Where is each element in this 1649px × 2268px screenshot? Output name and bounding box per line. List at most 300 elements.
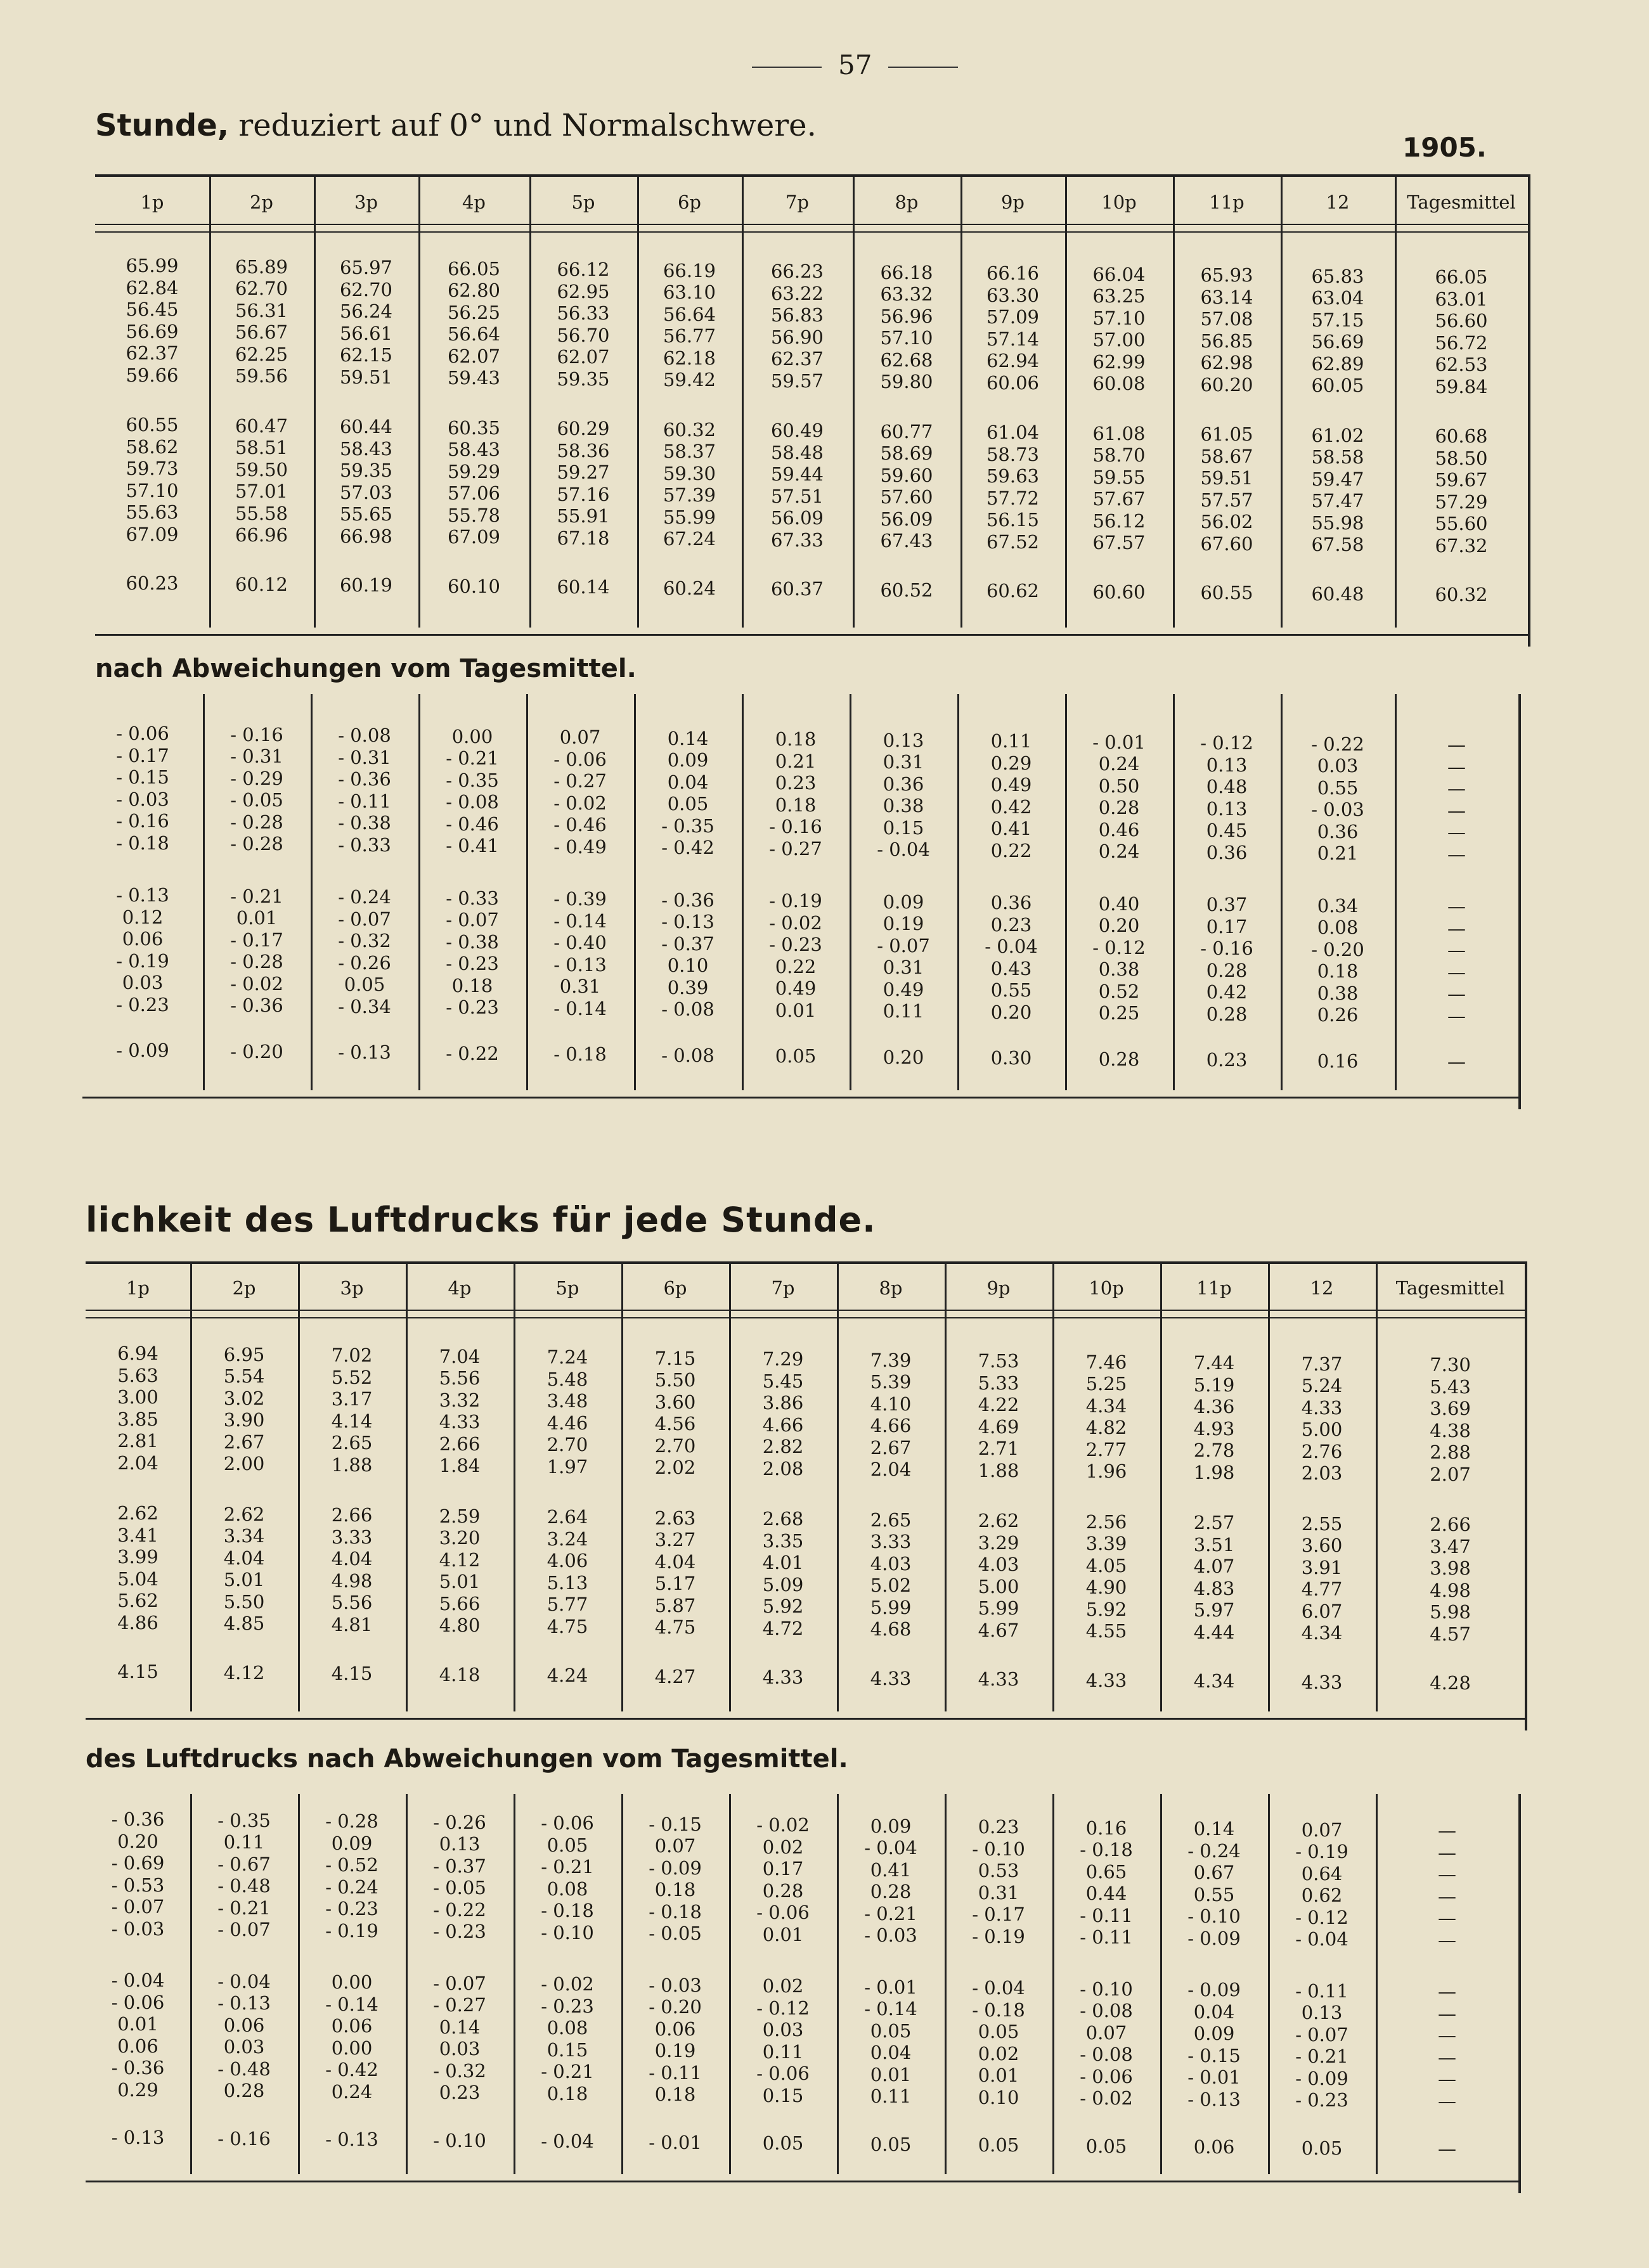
table-cell: 6.94 [117,1343,158,1364]
table-cell: - 0.13 [116,884,169,906]
table-cell: - 0.05 [649,1923,702,1944]
table-cell: — [1447,961,1466,983]
table-cell: 57.14 [986,328,1040,350]
table-cell: - 0.20 [1311,938,1364,960]
table-cell: 56.83 [770,304,824,326]
table-cell: - 0.21 [217,1897,271,1919]
table-cell: - 0.08 [446,791,499,813]
table-cell: 5.63 [117,1364,158,1386]
header-rule [86,1310,1525,1311]
column-header: 12 [1310,1277,1334,1299]
table-cell: 5.50 [223,1590,265,1613]
mean-cell: — [1447,1051,1466,1073]
table-cell: 0.11 [870,2085,912,2107]
table-cell: 58.58 [1311,446,1364,468]
table-cell: 55.99 [663,506,716,528]
table-cell: - 0.36 [338,768,391,790]
table-cell: 0.07 [559,726,601,748]
table-cell: — [1438,1981,1456,2002]
mean-cell: 60.37 [770,578,824,600]
table-cell: 3.02 [223,1387,265,1409]
table-cell: 0.52 [1098,980,1140,1002]
table-cell: 0.01 [978,2065,1019,2086]
table-cell: 4.82 [1085,1417,1127,1438]
table-cell: 67.57 [1092,532,1146,553]
table-cell: - 0.48 [217,1875,271,1897]
table-cell: 0.46 [1098,818,1140,841]
table-cell: 4.75 [546,1615,588,1637]
table-cell: 5.00 [1301,1419,1343,1440]
table-top-rule [86,1261,1525,1264]
table-cell: 4.86 [117,1611,158,1633]
table-cell: 5.98 [1430,1601,1471,1623]
table-cell: 59.80 [880,371,933,392]
column-header: 11p [1196,1277,1232,1299]
mean-cell: 0.28 [1098,1048,1140,1070]
table-cell: 61.02 [1311,424,1364,446]
table-cell: - 0.15 [649,1813,702,1835]
table-cell: 56.09 [880,508,933,530]
table-cell: - 0.11 [1080,1926,1133,1948]
table-cell: — [1438,2002,1456,2025]
table-cell: 58.37 [663,441,716,462]
table-cell: 59.84 [1435,375,1488,397]
table-cell: - 0.33 [338,834,391,856]
table-cell: 2.07 [1430,1463,1471,1485]
table-cell: — [1438,1907,1456,1929]
table-cell: 57.29 [1435,491,1488,513]
table-cell: 1.96 [1085,1460,1127,1482]
table-bottom-rule [86,1718,1525,1720]
column-divider [1052,1261,1054,1711]
table-cell: 3.48 [546,1390,588,1412]
table-cell: 0.06 [654,2018,696,2040]
table-cell: 2.57 [1193,1512,1235,1533]
table-cell: 59.27 [557,461,610,483]
table-cell: 2.04 [117,1452,158,1474]
table-cell: 3.90 [223,1409,265,1431]
table-cell: - 0.19 [116,950,169,972]
mean-cell: 60.24 [663,577,716,599]
table-cell: - 0.01 [1187,2066,1241,2088]
table-cell: 59.50 [235,458,288,480]
table-cell: 3.17 [331,1388,373,1410]
column-divider [514,1261,515,1711]
column-header: 4p [448,1277,472,1299]
table-cell: 2.67 [223,1431,265,1453]
table-cell: 0.24 [1098,841,1140,862]
table-cell: 62.89 [1311,352,1364,375]
table-cell: - 0.24 [1187,1840,1241,1862]
table-cell: 0.40 [1098,892,1140,915]
table-cell: 62.68 [880,349,933,371]
table-cell: 0.06 [122,928,164,950]
table-cell: 67.24 [663,528,716,550]
table-cell: - 0.05 [433,1877,486,1898]
table-cell: - 0.23 [446,996,499,1018]
table-cell: 7.44 [1193,1352,1235,1374]
table-cell: 2.04 [870,1459,912,1480]
table-cell: - 0.07 [1295,2023,1348,2046]
table-cell: — [1438,2068,1456,2090]
table-cell: 62.84 [126,276,179,299]
table-cell: — [1447,1005,1466,1027]
table-cell: 59.51 [1200,467,1253,489]
table-right-border [1528,174,1530,647]
table-cell: 0.62 [1301,1885,1343,1906]
column-header: 7p [771,1277,795,1299]
mean-cell: 4.27 [654,1665,696,1687]
table-cell: 0.65 [1085,1860,1127,1883]
table-cell: - 0.12 [1200,732,1253,754]
table-cell: - 0.12 [1295,1906,1348,1928]
table-cell: 0.06 [223,2014,265,2036]
table-cell: 56.72 [1435,332,1488,354]
table-cell: 5.17 [654,1573,696,1594]
table-cell: 56.69 [126,320,179,342]
table-cell: 66.98 [339,525,393,547]
table-cell: 5.33 [978,1372,1019,1394]
table-cell: 2.88 [1430,1441,1471,1463]
table-cell: 3.60 [654,1391,696,1413]
table-cell: 59.57 [770,370,824,392]
table-cell: 2.66 [331,1504,373,1526]
table-cell: 0.45 [1206,820,1248,841]
table-cell: 0.13 [1206,797,1248,820]
table-cell: - 0.04 [1295,1928,1348,1950]
table-cell: 2.71 [978,1438,1019,1459]
table-cell: 2.64 [546,1506,588,1528]
table-cell: 0.13 [1206,754,1248,776]
table-cell: 5.01 [223,1569,265,1590]
column-divider [729,1261,731,1711]
table-cell: 67.32 [1435,534,1488,557]
table-cell: 5.39 [870,1371,912,1393]
column-header: 8p [879,1277,903,1299]
title-rest: reduziert auf 0° und Normalschwere. [238,108,817,143]
table-cell: 5.24 [1301,1375,1343,1396]
mean-cell: 0.30 [990,1047,1032,1069]
table-cell: 0.14 [1193,1818,1235,1840]
table-cell: - 0.04 [217,1970,271,1992]
mean-cell: 60.55 [1200,582,1253,603]
table-cell: — [1447,939,1466,961]
mean-cell: 0.05 [775,1045,817,1067]
table-cell: - 0.15 [1187,2044,1241,2066]
year-label: 1905. [1402,132,1487,163]
column-header: 7p [785,191,809,213]
table-cell: - 0.09 [1187,1927,1241,1949]
table-cell: 0.38 [1317,982,1359,1004]
table-cell: 1.98 [1193,1461,1235,1483]
table-cell: - 0.32 [338,930,391,951]
table-cell: 3.35 [762,1530,804,1552]
table-cell: - 0.21 [230,885,283,907]
table-cell: 0.15 [762,2084,804,2106]
mean-cell: - 0.01 [649,2131,702,2153]
table-cell: 0.16 [1085,1817,1127,1839]
table-cell: 0.31 [883,957,924,978]
table-cell: - 0.04 [972,1977,1025,1999]
table-cell: - 0.03 [1311,799,1364,820]
table-cell: 4.67 [978,1619,1019,1641]
table-cell: 7.29 [762,1348,804,1370]
table-cell: 4.36 [1193,1396,1235,1417]
table-cell: 0.05 [344,974,385,995]
table-cell: 62.18 [663,347,716,369]
table-cell: 56.70 [557,324,610,346]
column-divider [742,174,744,628]
table-cell: 0.37 [1206,894,1248,915]
header-double-rule [86,1317,1525,1318]
table-bottom-rule [82,1097,1518,1099]
table-cell: - 0.18 [116,832,169,854]
table-cell: 0.28 [1206,959,1248,981]
table-cell: 0.29 [990,752,1032,774]
table-cell: - 0.26 [338,951,391,974]
table-cell: 4.03 [978,1554,1019,1575]
table-cell: - 0.14 [864,1998,917,2020]
page-title [95,108,817,143]
table-cell: 66.12 [557,259,610,280]
mean-cell: 60.12 [235,573,288,595]
table-cell: 7.02 [331,1344,373,1366]
table-cell: 0.01 [117,2013,158,2035]
table-cell: - 0.24 [338,886,391,908]
table-cell: 62.37 [126,342,179,364]
table-cell: 0.53 [978,1860,1019,1881]
table-cell: 60.35 [447,416,501,439]
table-cell: — [1447,756,1466,778]
column-header: 12 [1326,191,1350,213]
table-cell: — [1438,1929,1456,1951]
table-cell: 63.04 [1311,287,1364,309]
table-cell: 7.37 [1301,1353,1343,1375]
table-cell: 0.03 [439,2038,481,2059]
table-cell: 5.02 [870,1575,912,1596]
table-cell: — [1438,1864,1456,1885]
mean-cell: 4.18 [439,1663,481,1685]
table-cell: - 0.69 [111,1852,165,1874]
table-cell: 0.13 [883,729,924,751]
table-cell: 0.55 [1317,776,1359,799]
table-cell: - 0.09 [1295,2067,1348,2089]
section-2-title: lichkeit des Luftdrucks für jede Stunde. [86,1200,876,1240]
mean-cell: 4.33 [1301,1671,1343,1693]
table-cell: 60.08 [1092,373,1146,394]
table-cell: 59.51 [339,366,393,388]
table-cell: 67.09 [126,523,179,545]
table-cell: 66.96 [235,524,288,546]
table-cell: 2.82 [762,1436,804,1457]
table-cell: 58.73 [986,443,1040,465]
table-cell: 5.43 [1430,1376,1471,1398]
table-cell: 62.15 [339,344,393,366]
table-cell: 0.64 [1301,1862,1343,1885]
table-cell: - 0.08 [338,725,391,746]
mean-cell: 4.12 [223,1661,265,1684]
table-cell: 56.33 [557,302,610,324]
table-cell: — [1447,917,1466,939]
table-cell: - 0.18 [649,1900,702,1923]
table-cell: 3.27 [654,1529,696,1550]
table-cell: 3.98 [1430,1557,1471,1579]
table-cell: 4.83 [1193,1577,1235,1599]
table-cell: - 0.10 [541,1921,594,1943]
table-cell: 0.41 [870,1859,912,1881]
table-cell: 66.05 [1435,266,1488,288]
table-cell: 4.85 [223,1613,265,1634]
table-cell: - 0.08 [661,998,715,1020]
table-cell: - 0.39 [553,888,607,910]
mean-cell: - 0.16 [217,2127,271,2149]
table-cell: - 0.21 [446,747,499,769]
column-header: 10p [1101,191,1137,213]
table-cell: 60.32 [663,418,716,441]
table-cell: - 0.04 [985,936,1038,957]
column-header: Tagesmittel [1407,191,1516,213]
mean-cell: 4.33 [1085,1669,1127,1691]
table-cell: 6.07 [1301,1600,1343,1622]
table-cell: 0.09 [883,891,924,913]
table-cell: 0.00 [451,725,493,747]
table-cell: 62.70 [235,278,288,299]
table-cell: — [1438,2046,1456,2068]
mean-cell: - 0.09 [116,1040,169,1061]
table-cell: 56.90 [770,326,824,348]
column-divider [1281,174,1283,628]
table-cell: 4.69 [978,1415,1019,1438]
table-cell: 5.01 [439,1571,481,1592]
table-cell: - 0.10 [972,1838,1025,1860]
table-cell: 5.04 [117,1568,158,1590]
mean-cell: 60.14 [557,576,610,598]
table-cell: 7.30 [1430,1354,1471,1376]
table-cell: - 0.21 [1295,2046,1348,2067]
table-cell: - 0.13 [553,953,607,976]
table-cell: 63.01 [1435,288,1488,310]
table-cell: - 0.10 [1080,1978,1133,2000]
table-cell: 59.29 [447,460,501,482]
column-header: 8p [895,191,919,213]
column-header: 5p [571,191,595,213]
table-cell: 0.28 [1098,797,1140,818]
table-cell: - 0.18 [541,1900,594,1921]
table-cell: 5.77 [546,1594,588,1615]
table-cell: 61.08 [1092,422,1146,444]
table-cell: 63.32 [880,283,933,305]
table-cell: 60.68 [1435,425,1488,447]
table-cell: - 0.31 [230,745,283,767]
table-cell: 4.06 [546,1550,588,1571]
table-cell: 0.38 [883,795,924,816]
table-cell: 2.63 [654,1507,696,1529]
table-cell: 0.28 [1206,1003,1248,1025]
mean-cell: 60.62 [986,580,1040,602]
table-cell: 4.01 [762,1552,804,1573]
table-cell: 56.25 [447,301,501,323]
mean-cell: 4.28 [1430,1672,1471,1694]
table-cell: 0.14 [439,2016,481,2038]
table-cell: 0.23 [978,1816,1019,1838]
table-cell: - 0.37 [661,932,715,955]
mean-cell: 0.23 [1206,1049,1248,1071]
table-cell: 0.04 [870,2042,912,2063]
table-cell: 0.50 [1098,775,1140,797]
table-cell: 4.07 [1193,1556,1235,1577]
mean-cell: 0.06 [1193,2136,1235,2158]
table-cell: 5.56 [331,1592,373,1613]
mean-cell: 4.15 [331,1663,373,1684]
table-cell: 0.23 [775,772,817,794]
table-cell: 0.18 [654,2084,696,2105]
table-cell: 3.29 [978,1531,1019,1554]
table-cell: — [1447,843,1466,865]
table-cell: 63.14 [1200,286,1253,308]
table-cell: 0.34 [1317,894,1359,917]
table-cell: 5.45 [762,1370,804,1392]
table-cell: 0.22 [775,955,817,977]
mean-cell: - 0.10 [433,2129,486,2151]
table-cell: 0.23 [439,2082,481,2103]
table-cell: - 0.19 [972,1925,1025,1947]
column-divider [1395,174,1397,628]
table-cell: 57.01 [235,480,288,502]
table-cell: 7.46 [1085,1351,1127,1373]
table-cell: — [1447,896,1466,917]
table-cell: 0.20 [1098,915,1140,936]
table-cell: - 0.35 [661,815,715,837]
table-cell: - 0.23 [116,993,169,1015]
table-cell: - 0.46 [446,813,499,835]
table-cell: 67.43 [880,530,933,551]
table-cell: 0.49 [883,978,924,1000]
table-cell: 6.95 [223,1343,265,1365]
table-cell: 0.05 [978,2021,1019,2042]
table-cell: 63.10 [663,281,716,303]
table-cell: - 0.27 [553,770,607,792]
table-cell: - 0.02 [1080,2087,1133,2109]
table-cell: 59.43 [447,367,501,389]
table-cell: 55.78 [447,504,501,526]
table-cell: 67.60 [1200,532,1253,555]
table-cell: 57.51 [770,485,824,507]
table-cell: 5.99 [870,1596,912,1618]
table-cell: 2.70 [546,1434,588,1455]
table-cell: — [1447,983,1466,1005]
table-cell: 56.85 [1200,330,1253,352]
table-cell: 0.07 [1085,2021,1127,2044]
table-cell: 2.66 [439,1433,481,1455]
table-cell: - 0.03 [649,1974,702,1996]
table-cell: 0.07 [1301,1819,1343,1841]
table-cell: 0.03 [122,972,164,993]
table-cell: 59.66 [126,364,179,386]
table-cell: - 0.42 [661,837,715,858]
table-cell: 0.31 [978,1881,1019,1904]
table-cell: - 0.40 [553,932,607,953]
table-cell: 56.64 [447,323,501,345]
table-cell: 0.49 [775,977,817,999]
table-bottom-rule [95,634,1528,636]
table-cell: 0.42 [1206,981,1248,1003]
table-cell: - 0.11 [649,2061,702,2084]
table-cell: 65.83 [1311,265,1364,287]
table-cell: 56.02 [1200,511,1253,532]
table-cell: 0.21 [775,750,817,772]
table-cell: 0.08 [546,1878,588,1900]
table-cell: 5.19 [1193,1374,1235,1396]
